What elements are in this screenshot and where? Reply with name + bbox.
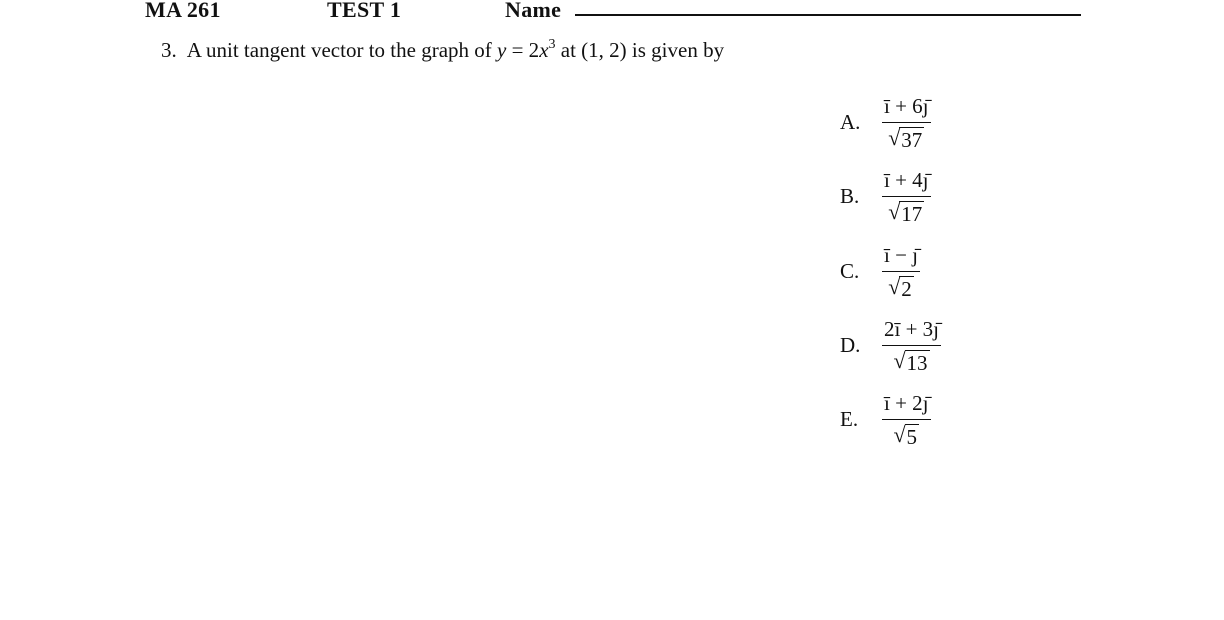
sqrt-icon: √ — [888, 199, 901, 224]
question-text-before: A unit tangent vector to the graph of — [186, 38, 492, 62]
fraction-bar — [882, 271, 920, 272]
fraction-denominator — [893, 422, 919, 449]
fraction-numerator: ī + 2ȷ̄ — [884, 391, 929, 415]
choice-b[interactable] — [838, 164, 1138, 230]
choice-e[interactable] — [838, 387, 1138, 453]
fraction-bar — [882, 122, 931, 123]
fraction-numerator: 2ī + 3ȷ̄ — [884, 317, 940, 341]
radicand: 13 — [906, 351, 928, 375]
choice-letter: E. — [840, 407, 859, 431]
radicand: 5 — [906, 425, 918, 449]
fraction-bar — [882, 196, 931, 197]
fraction-denominator — [888, 125, 924, 152]
sqrt-icon: √ — [888, 274, 901, 299]
choice-letter: D. — [840, 333, 861, 357]
fraction-numerator: ī + 4ȷ̄ — [884, 168, 929, 192]
choice-fraction — [882, 313, 941, 375]
name-blank-line[interactable] — [575, 14, 1081, 16]
choice-c[interactable] — [838, 239, 1138, 305]
choice-fraction — [882, 90, 931, 152]
fraction-bar — [882, 419, 931, 420]
choice-letter: B. — [840, 184, 860, 208]
question-number: 3. — [161, 38, 177, 62]
radicand: 2 — [901, 277, 912, 301]
choice-fraction — [882, 239, 920, 301]
equation-var: x — [539, 38, 549, 62]
fraction-numerator: ī + 6ȷ̄ — [884, 94, 929, 118]
choice-fraction — [882, 164, 931, 226]
fraction-numerator: ī − ȷ̄ — [884, 243, 919, 267]
course-code: MA 261 — [145, 0, 221, 22]
radicand: 37 — [901, 128, 923, 152]
test-title: TEST 1 — [327, 0, 402, 22]
fraction-denominator — [888, 274, 914, 301]
sqrt-icon: √ — [888, 125, 901, 150]
name-label: Name — [505, 0, 562, 22]
equation-mid: = 2 — [506, 38, 540, 62]
sqrt-icon: √ — [893, 422, 906, 447]
radicand: 17 — [901, 202, 923, 226]
equation-lhs: y — [497, 38, 507, 62]
choice-letter: C. — [840, 259, 860, 283]
question-3 — [161, 38, 724, 63]
equation-exponent: 3 — [548, 37, 556, 52]
choice-a[interactable] — [838, 90, 1138, 156]
question-text-after: at (1, 2) is given by — [560, 38, 725, 62]
fraction-denominator — [888, 199, 924, 226]
choice-d[interactable] — [838, 313, 1138, 379]
fraction-denominator — [893, 348, 929, 375]
choice-fraction — [882, 387, 931, 449]
fraction-bar — [882, 345, 941, 346]
choice-letter: A. — [840, 110, 861, 134]
sqrt-icon: √ — [893, 348, 906, 373]
page-header — [145, 0, 1085, 24]
